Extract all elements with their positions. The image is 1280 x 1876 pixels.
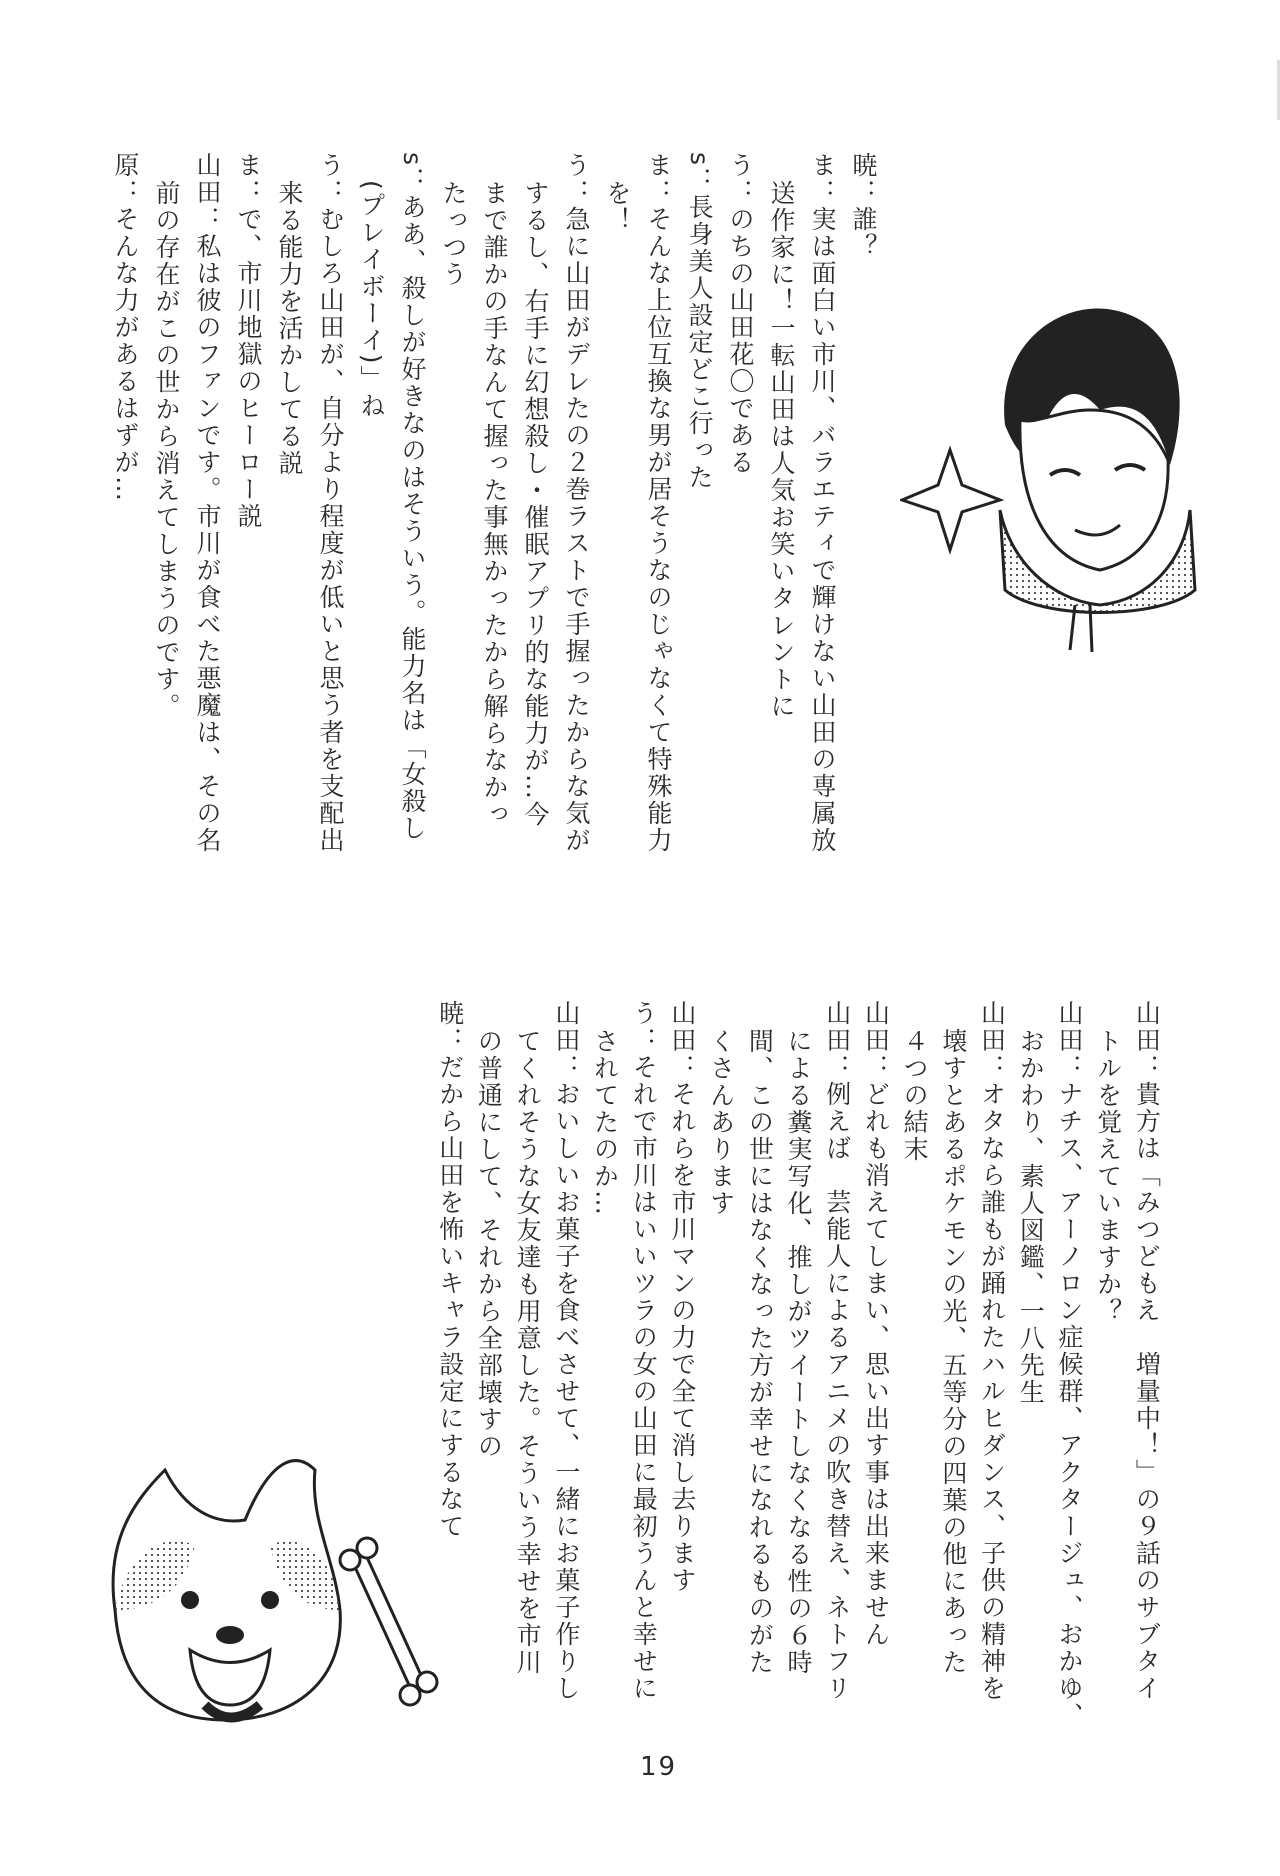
dialogue-line: 暁：だから山田を怖いキャラ設定にするなて xyxy=(435,1000,465,1540)
bone-icon xyxy=(340,1538,437,1705)
dialogue-line: う：それで市川はいいツラの女の山田に最初うんと幸せに xyxy=(629,1000,659,1702)
face xyxy=(1020,410,1168,570)
dialogue-line: s：ああ、殺しが好きなのはそういう。能力名は「女殺し xyxy=(398,152,427,843)
dialogue-line: 山田：おいしいお菓子を食べさせて、一緒にお菓子作りし xyxy=(551,1000,581,1702)
dialogue-line-continued: おかわり、素人図鑑、一八先生 xyxy=(1016,1027,1046,1406)
dialogue-line: 山田：オタなら誰もが踊れたハルヒダンス、子供の精神を xyxy=(977,1000,1007,1702)
dialogue-line: s：長身美人設定どこ行った xyxy=(685,152,714,492)
dialogue-line: 山田：それらを市川マンの力で全て消し去ります xyxy=(667,1000,697,1594)
dialogue-line-continued: 来る能力を活かしてる説 xyxy=(275,179,304,477)
dialogue-line-continued: たっつう xyxy=(439,179,468,288)
dialogue-line-continued: くさんあります xyxy=(706,1027,736,1217)
dialogue-line: う：急に山田がデレたの２巻ラストで手握ったからな気が xyxy=(562,152,591,854)
dialogue-line-continued: てくれそうな女友達も用意した。そういう幸せを市川 xyxy=(513,1027,543,1676)
dialogue-block-bottom xyxy=(430,1000,1165,1740)
dialogue-line-continued: の普通にして、それから全部壊すの xyxy=(474,1027,504,1460)
dialogue-line: う：のちの山田花〇である xyxy=(726,152,755,476)
dialogue-line: ま：そんな上位互換な男が居そうなのじゃなくて特殊能力 xyxy=(644,152,673,854)
dialogue-line-continued: トルを覚えていますか？ xyxy=(1093,1027,1123,1325)
dialogue-line: 山田：貴方は「みつどもえ 増量中！」の９話のサブタイ xyxy=(1132,1000,1162,1702)
dialogue-line-continued: 間、この世にはなくなった方が幸せになれるものがた xyxy=(745,1027,775,1676)
dialogue-line-continued: されてたのか… xyxy=(590,1027,620,1217)
dialogue-line: 山田：私は彼のファンです。市川が食べた悪魔は、その名 xyxy=(193,152,222,854)
dialogue-line: う：むしろ山田が、自分より程度が低いと思う者を支配出 xyxy=(316,152,345,854)
dog-illustration xyxy=(95,1450,455,1740)
dialogue-line-continued: 送作家に！一転山田は人気お笑いタレントに xyxy=(767,179,796,720)
dialogue-line-continued: による糞実写化、推しがツイートしなくなる性の６時 xyxy=(784,1027,814,1676)
dialogue-line-continued: (プレイボーイ)」ね xyxy=(357,179,386,420)
dialogue-line-continued: 前の存在がこの世から消えてしまうのです。 xyxy=(152,179,181,720)
dialogue-line: 山田：例えば 芸能人によるアニメの吹き替え、ネトフリ xyxy=(822,1000,852,1702)
dialogue-line-continued: 壊すとあるポケモンの光、五等分の四葉の他にあった xyxy=(938,1027,968,1676)
dialogue-line: 暁：誰？ xyxy=(849,152,878,260)
dialogue-line: 山田：どれも消えてしまい、思い出す事は出来ません xyxy=(861,1000,891,1648)
dialogue-line: 山田：ナチス、アーノロン症候群、アクタージュ、おかゆ、 xyxy=(1054,1000,1084,1729)
boy-illustration xyxy=(900,260,1200,660)
dialogue-line: ま：で、市川地獄のヒーロー説 xyxy=(234,152,263,530)
dialogue-line-continued: まで誰かの手なんて握った事無かったから解らなかっ xyxy=(480,179,509,828)
dialogue-line-continued: ４つの結末 xyxy=(900,1027,930,1163)
dialogue-line-continued: を！ xyxy=(603,179,632,234)
sparkle-icon xyxy=(902,450,1000,550)
dialogue-line: ま：実は面白い市川、バラエティで輝けない山田の専属放 xyxy=(808,152,837,854)
dialogue-line: 原：そんな力があるはずが… xyxy=(111,152,140,503)
dialogue-line-continued: するし、右手に幻想殺し・催眠アプリ的な能力が…今 xyxy=(521,179,550,828)
dialogue-block-top xyxy=(105,152,884,912)
page-number: 19 xyxy=(640,1752,678,1782)
